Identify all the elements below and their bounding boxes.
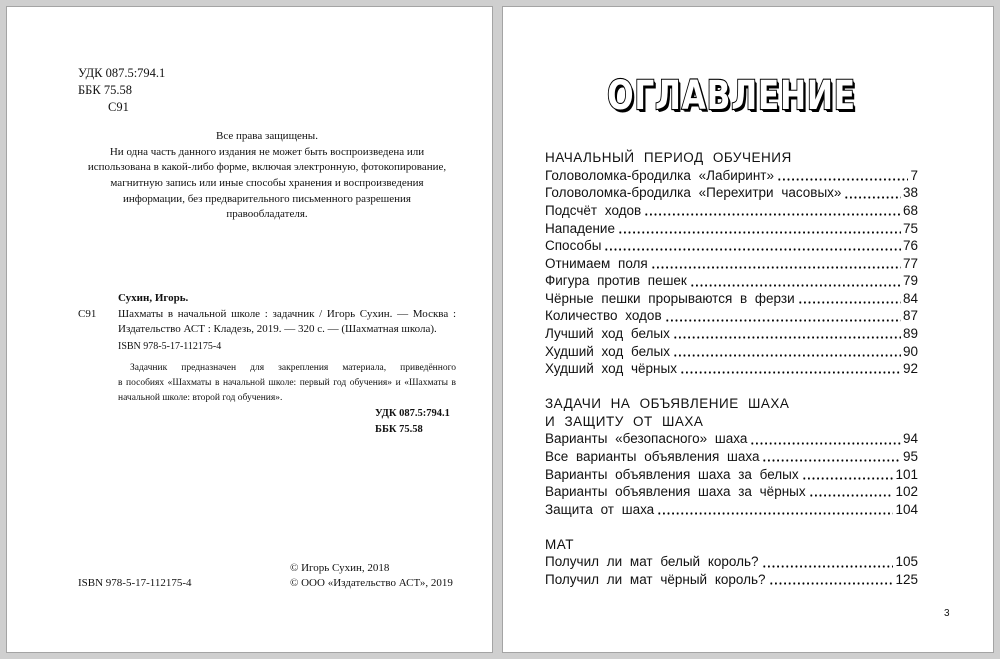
toc-entry — [545, 553, 918, 571]
toc-dot-leader — [657, 501, 893, 519]
toc-entry — [545, 220, 918, 238]
copyright-publisher: © ООО «Издательство АСТ», 2019 — [290, 576, 453, 589]
toc-entry — [545, 307, 918, 325]
toc-section-heading: НАЧАЛЬНЫЙ ПЕРИОД ОБУЧЕНИЯ — [545, 150, 792, 166]
left-page — [6, 6, 493, 653]
toc-dot-leader — [644, 202, 901, 220]
catalog-description-line: Шахматы в начальной школе : задачник / Игорь Сухин. — Москва : — [118, 307, 456, 320]
rights-notice-line: правообладателя. — [226, 208, 308, 221]
toc-entry-title: Защита от шаха — [545, 501, 655, 517]
toc-entry — [545, 501, 918, 519]
toc-entry-title: Отнимаем поля — [545, 255, 648, 271]
toc-entry — [545, 255, 918, 273]
toc-dot-leader — [798, 290, 901, 308]
toc-entry-title: Получил ли мат белый король? — [545, 554, 759, 570]
catalog-bbk-code: ББК 75.58 — [375, 424, 423, 435]
copyright-author: © Игорь Сухин, 2018 — [290, 561, 390, 574]
toc-entry-page-number: 89 — [902, 325, 918, 341]
catalog-udk-code: УДК 087.5:794.1 — [375, 408, 450, 419]
right-page — [502, 6, 994, 653]
toc-entry-page-number: 79 — [902, 273, 918, 289]
toc-dot-leader — [809, 483, 894, 501]
toc-entry-page-number: 104 — [895, 501, 918, 517]
toc-entry-title: Все варианты объявления шаха — [545, 449, 760, 465]
toc-entry — [545, 360, 918, 378]
toc-entry-page-number: 90 — [902, 343, 918, 359]
rights-notice-line: информации, без предварительного письменного разрешения — [123, 192, 411, 205]
toc-entry-page-number: 125 — [895, 572, 918, 588]
toc-entry-title: Количество ходов — [545, 308, 662, 324]
toc-title-text: ОГЛАВЛЕНИЕ — [607, 73, 856, 119]
toc-section-heading: ЗАДАЧИ НА ОБЪЯВЛЕНИЕ ШАХА — [545, 396, 790, 412]
toc-section-heading: И ЗАЩИТУ ОТ ШАХА — [545, 413, 704, 429]
toc-entry-title: Варианты «безопасного» шаха — [545, 431, 748, 447]
toc-entry-title: Чёрные пешки прорываются в ферзи — [545, 290, 795, 306]
toc-entry-page-number: 76 — [902, 238, 918, 254]
toc-entry-page-number: 95 — [902, 449, 918, 465]
toc-entry-title: Лучший ход белых — [545, 325, 670, 341]
catalog-annotation — [118, 361, 456, 406]
toc-entry — [545, 466, 918, 484]
toc-dot-leader — [802, 466, 894, 484]
toc-dot-leader — [618, 220, 901, 238]
toc-entry-page-number: 94 — [902, 431, 918, 447]
toc-entry-page-number: 84 — [902, 290, 918, 306]
toc-entry-title: Фигура против пешек — [545, 273, 687, 289]
toc-entry-title: Головоломка-бродилка «Лабиринт» — [545, 167, 774, 183]
rights-notice-line: магнитную запись или иные способы хранения и воспроизведения — [110, 176, 424, 189]
toc-entry-page-number: 92 — [902, 361, 918, 377]
toc-section — [545, 395, 918, 518]
toc-entry-title: Подсчёт ходов — [545, 202, 642, 218]
toc-entry — [545, 184, 918, 202]
toc-entry — [545, 272, 918, 290]
copyright-isbn: ISBN 978-5-17-112175-4 — [78, 576, 192, 589]
toc-entry — [545, 448, 918, 466]
toc-entry-title: Худший ход белых — [545, 343, 670, 359]
toc-entry — [545, 202, 918, 220]
author-mark: С91 — [108, 99, 129, 114]
toc-dot-leader — [844, 184, 901, 202]
toc-entry — [545, 430, 918, 448]
toc-dot-leader — [762, 553, 894, 571]
toc-entry — [545, 343, 918, 361]
toc-dot-leader — [673, 325, 901, 343]
udk-code: УДК 087.5:794.1 — [78, 65, 166, 80]
toc-entry-title: Худший ход чёрных — [545, 361, 677, 377]
toc-section — [545, 536, 918, 589]
toc-entry-page-number: 105 — [895, 554, 918, 570]
rights-notice — [78, 129, 456, 223]
toc-entry — [545, 325, 918, 343]
toc-entry-page-number: 77 — [902, 255, 918, 271]
toc-entry-page-number: 68 — [902, 202, 918, 218]
toc-section — [545, 149, 918, 378]
rights-notice-line: использована в какой-либо форме, включая электронную, фотокопирование, — [87, 161, 447, 174]
toc-entry-page-number: 75 — [902, 220, 918, 236]
rights-notice-line: Ни одна часть данного издания не может быть воспроизведена или — [109, 145, 425, 158]
toc-entry-title: Головоломка-бродилка «Перехитри часовых» — [545, 185, 842, 201]
catalog-description — [118, 307, 456, 338]
page-number: 3 — [944, 608, 950, 619]
rights-notice-heading: Все права защищены. — [216, 130, 318, 143]
toc-entry-title: Варианты объявления шаха за чёрных — [545, 484, 806, 500]
toc-entry-page-number: 38 — [902, 185, 918, 201]
toc-entry-title: Способы — [545, 238, 602, 254]
toc-entry-title: Варианты объявления шаха за белых — [545, 466, 799, 482]
catalog-annotation-line: начальной школе: второй год обучения». — [118, 392, 283, 403]
toc-entry — [545, 290, 918, 308]
toc-dot-leader — [762, 448, 900, 466]
toc-entry-page-number: 7 — [910, 167, 918, 183]
toc-dot-leader — [750, 430, 901, 448]
catalog-annotation-line: в пособиях «Шахматы в начальной школе: первый год обучения» и «Шахматы в — [118, 377, 456, 388]
table-of-contents — [545, 149, 918, 588]
toc-section-heading: МАТ — [545, 536, 574, 552]
toc-dot-leader — [777, 167, 909, 185]
catalog-isbn: ISBN 978-5-17-112175-4 — [118, 341, 222, 352]
toc-entry — [545, 167, 918, 185]
toc-dot-leader — [690, 272, 901, 290]
catalog-author-heading: Сухин, Игорь. — [118, 292, 189, 305]
toc-title — [545, 74, 918, 118]
catalog-author-mark: С91 — [78, 307, 97, 320]
toc-entry-page-number: 101 — [895, 466, 918, 482]
toc-entry-page-number: 102 — [895, 484, 918, 500]
toc-dot-leader — [769, 571, 894, 589]
toc-dot-leader — [673, 343, 901, 361]
toc-entry — [545, 483, 918, 501]
bbk-code: ББК 75.58 — [78, 82, 132, 97]
toc-entry-title: Получил ли мат чёрный король? — [545, 572, 766, 588]
toc-dot-leader — [651, 255, 901, 273]
toc-dot-leader — [604, 237, 901, 255]
toc-dot-leader — [680, 360, 901, 378]
toc-entry — [545, 571, 918, 589]
toc-entry-title: Нападение — [545, 220, 615, 236]
toc-dot-leader — [665, 307, 901, 325]
catalog-annotation-line: Задачник предназначен для закрепления материала, приведённого — [130, 362, 456, 373]
toc-entry — [545, 237, 918, 255]
catalog-description-line: Издательство АСТ : Кладезь, 2019. — 320 с. — (Шахматная школа). — [118, 323, 437, 336]
toc-entry-page-number: 87 — [902, 308, 918, 324]
